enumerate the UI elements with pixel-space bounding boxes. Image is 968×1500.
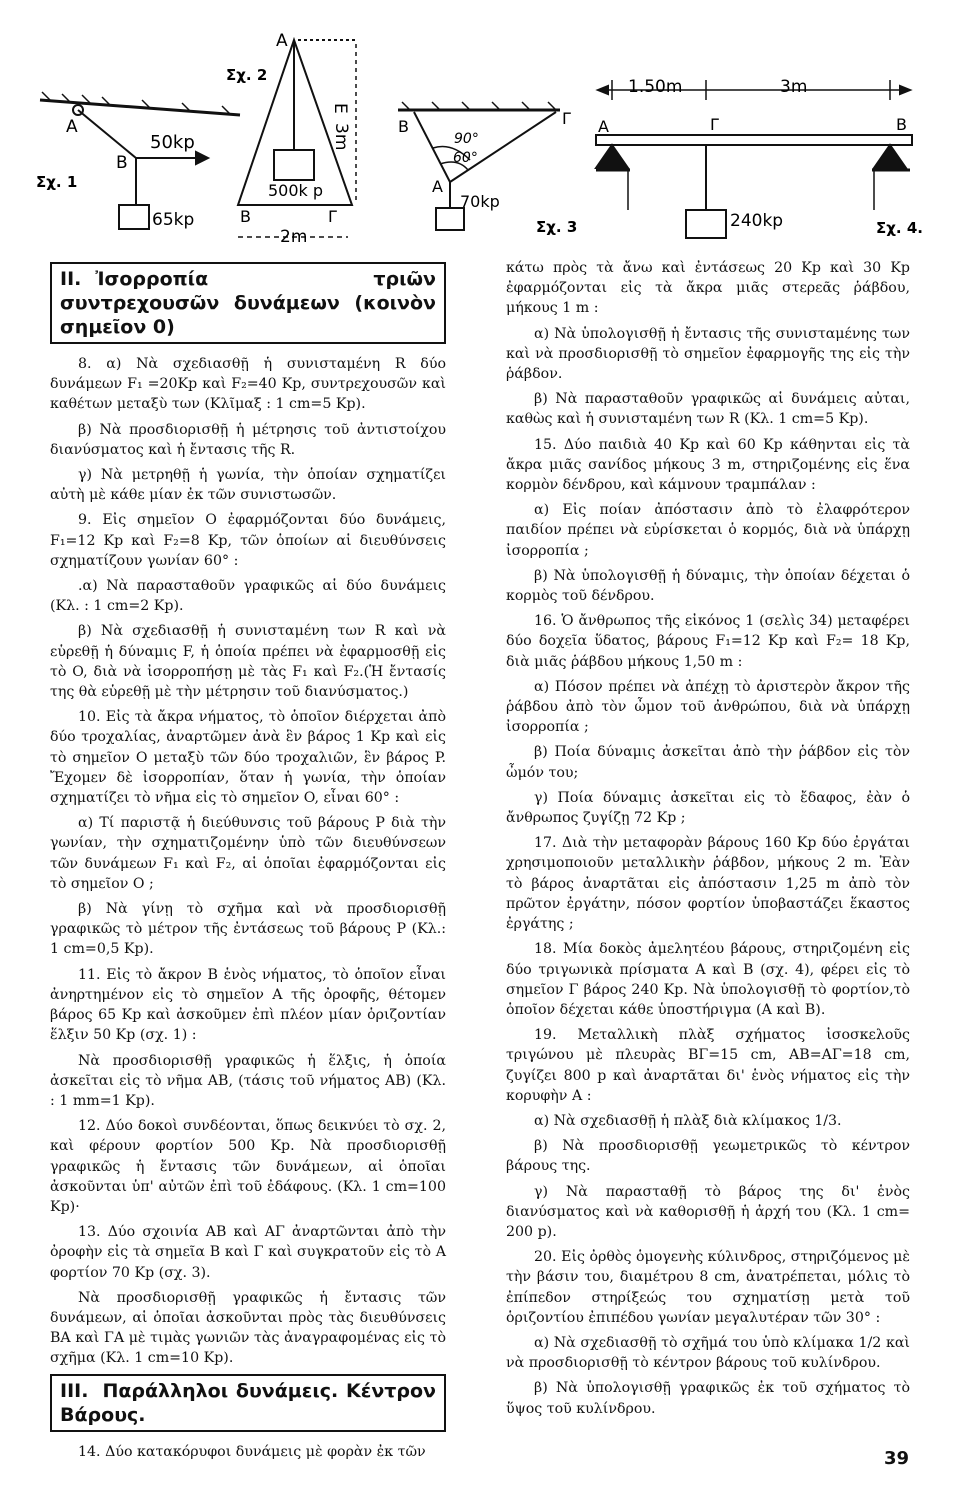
fig2-left: B [240, 207, 251, 226]
problem-16a: α) Πόσον πρέπει νὰ ἀπέχῃ τὸ ἀριστερὸν ἄκρον τῆς ῥάβδου ἀπὸ τὸν ὦμον τοῦ ἀνθρώπου, διὰ νὰ ὑπάρχῃ ἰσορροπία ; [506, 678, 910, 736]
figures-strip [0, 0, 968, 250]
problem-9b: β) Νὰ σχεδιασθῇ ἡ συνισταμένη των R καὶ νὰ εὑρεθῇ ἡ δύναμις F, ἡ ὁποία πρέπει νὰ ἐφαρμοσθῇ εἰς τὸ O, διὰ νὰ ἰσορροπήσῃ μὲ τὰς F₁ καὶ F₂.(Ἡ ἔντασίς της θὰ εὑρεθῇ μὲ τὴν μέτρησιν τοῦ διανύσματος.) [50, 623, 446, 701]
problem-16c: γ) Ποία δύναμις ἀσκεῖται εἰς τὸ ἔδαφος, ἐὰν ὁ ἄνθρωπος ζυγίζῃ 72 Kp ; [506, 789, 910, 827]
problem-14: 14. Δύο κατακόρυφοι δυνάμεις μὲ φορὰν ἐκ τῶν [78, 1443, 426, 1460]
problem-15a: α) Εἰς ποίαν ἀπόστασιν ἀπὸ τὸ ἐλαφρότερον παιδίον πρέπει νὰ εὑρίσκεται ὁ κορμός, διὰ νὰ ὑπάρχῃ ἰσορροπία ; [506, 502, 910, 559]
fig1-point-a: A [66, 117, 78, 137]
problem-13: 13. Δύο σχοινία AB καὶ AΓ ἀναρτῶνται ἀπὸ τὴν ὀροφὴν εἰς τὰ σημεῖα B καὶ Γ καὶ συγκρατοῦν εἰς τὸ A φορτίον 70 Kp (σχ. 3). [50, 1224, 446, 1281]
problem-10: 10. Εἰς τὰ ἄκρα νήματος, τὸ ὁποῖον διέρχεται ἀπὸ δύο τροχαλίας, ἀναρτῶμεν ἀνὰ ἓν βάρος 1 Kp καὶ εἰς τὸ σημεῖον O μεταξὺ τῶν δύο τροχαλιῶν, ἓν βάρος P. Ἔχομεν δὲ ἰσορροπίαν, ὅταν ἡ γωνία, τὴν ὁποίαν σχηματίζει τὸ νῆμα εἰς τὸ σημεῖον O, εἶναι 60° : [50, 709, 446, 807]
problem-18: 18. Μία δοκὸς ἀμελητέου βάρους, στηριζομένη εἰς δύο τριγωνικὰ πρίσματα A καὶ B (σχ. 4), φέρει εἰς τὸ σημεῖον Γ βάρος 240 Kp. Νὰ ὑπολογισθῇ τὸ φορτίον,τὸ ὁποῖον δέχεται κάθε ὑποστήριγμα (A καὶ B). [506, 941, 910, 1018]
section-3-number: III. [60, 1379, 89, 1402]
section-3-title: Παράλληλοι δυνάμεις. Κέντρον Βάρους. [60, 1379, 436, 1426]
left-column [50, 258, 446, 1467]
problem-16: 16. Ὁ ἄνθρωπος τῆς εἰκόνος 1 (σελὶς 34) μεταφέρει δύο δοχεῖα ὕδατος, βάρους F₁=12 Kp καὶ F₂= 18 Kp, διὰ μιᾶς ῥάβδου μήκους 1,50 m : [506, 613, 910, 670]
fig4-right: B [896, 115, 907, 134]
fig4-caption: Σχ. 4. [876, 219, 923, 237]
fig2-right: Γ [328, 207, 337, 226]
problem-14b: β) Νὰ παρασταθοῦν γραφικῶς αἱ δυνάμεις αὐται, καθὼς καὶ ἡ συνισταμένη των R (Κλ. 1 cm=5 Kp). [506, 391, 910, 428]
page-number: 39 [884, 1448, 910, 1469]
problem-15b: β) Νὰ ὑπολογισθῇ ἡ δύναμις, τὴν ὁποίαν δέχεται ὁ κορμὸς τοῦ δένδρου. [506, 567, 910, 605]
fig3-right: Γ [562, 109, 571, 128]
problem-14a: α) Νὰ ὑπολογισθῇ ἡ ἔντασις τῆς συνισταμένης των καὶ νὰ προσδιορισθῇ τὸ σημεῖον ἐφαρμογῆς της εἰς τὴν ῥάβδον. [506, 325, 910, 383]
fig1-point-b: B [116, 153, 128, 173]
problem-19c: γ) Νὰ παρασταθῇ τὸ βάρος της δι' ἑνὸς διανύσματος καὶ νὰ καθορισθῇ ἡ ἀρχή του (Κλ. 1 cm= 200 p). [506, 1183, 910, 1240]
problem-9a: .α) Νὰ παρασταθοῦν γραφικῶς αἱ δύο δυνάμεις (Κλ. : 1 cm=2 Kp). [50, 578, 446, 615]
fig1-caption: Σχ. 1 [36, 173, 78, 191]
fig2-caption: Σχ. 2 [226, 66, 268, 84]
fig3-caption: Σχ. 3 [536, 218, 578, 236]
fig3-angle2: 60° [453, 150, 478, 166]
problem-15: 15. Δύο παιδιὰ 40 Kp καὶ 60 Kp κάθηνται εἰς τὰ ἄκρα μιᾶς σανίδος μήκους 3 m, στηριζομένης εἰς ἕνα κορμὸν δένδρου, καὶ κάμνουν τραμπάλαν : [506, 436, 910, 494]
problem-20b: β) Νὰ ὑπολογισθῇ γραφικῶς ἐκ τοῦ σχήματος τὸ ὕψος τοῦ κυλίνδρου. [506, 1380, 910, 1417]
problem-12: 12. Δύο δοκοὶ συνδέονται, ὅπως δεικνύει τὸ σχ. 2, καὶ φέρουν φορτίον 500 Kp. Νὰ προσδιορισθῇ γραφικῶς ἡ ἔντασις τῶν δυνάμεων, αἱ ὁποῖαι ἀσκοῦνται ὑπ' αὐτῶν ἐπὶ τοῦ ἐδάφους. (Κλ. 1 cm=100 Kp)· [50, 1118, 446, 1215]
fig2-base-label: 2m [280, 227, 308, 247]
section-2-title: Ἰσορροπία τριῶν συντρεχουσῶν δυνάμεων (κοινὸν σημεῖον 0) [60, 268, 436, 338]
problem-8c: γ) Νὰ μετρηθῇ ἡ γωνία, τὴν ὁποίαν σχηματίζει αὐτὴ μὲ κάθε μίαν ἐκ τῶν συνιστωσῶν. [50, 467, 446, 504]
problem-16b: β) Ποία δύναμις ἀσκεῖται ἀπὸ τὴν ῥάβδον εἰς τὸν ὦμόν του; [506, 744, 910, 781]
problem-11b: Νὰ προσδιορισθῇ γραφικῶς ἡ ἕλξις, ἡ ὁποία ἀσκεῖται εἰς τὸ νῆμα AB, (τάσις τοῦ νήματος AB) (Κλ. : 1 mm=1 Kp). [50, 1052, 446, 1109]
problem-9: 9. Εἰς σημεῖον O ἐφαρμόζονται δύο δυνάμεις, F₁=12 Kp καὶ F₂=8 Kp, τῶν ὁποίων αἱ διευθύνσεις σχηματίζουν γωνίαν 60° : [50, 512, 446, 569]
fig3-left: B [398, 117, 409, 136]
figure-1 [40, 92, 240, 229]
fig2-apex: A [276, 31, 288, 51]
problem-20: 20. Εἰς ὀρθὸς ὁμογενὴς κύλινδρος, στηριζόμενος μὲ τὴν βάσιν του, διαμέτρου 8 cm, ἀνατρέπεται, μόλις τὸ ἐπίπεδον στηρίξεώς του σχηματίσῃ μετὰ τοῦ ὁριζοντίου ἐπιπέδου γωνίαν μεγαλυτέραν τῶν 30° : [506, 1249, 910, 1326]
problem-19a: α) Νὰ σχεδιασθῇ ἡ πλὰξ διὰ κλίμακος 1/3. [534, 1112, 842, 1129]
fig4-dim1: 1.50m [628, 77, 683, 97]
section-2-number: II. [60, 268, 82, 290]
fig3-weight-label: 70kp [460, 192, 500, 211]
right-column [506, 258, 910, 1424]
fig2-weight-label: 500k p [268, 181, 324, 200]
fig1-force-label: 50kp [150, 132, 195, 153]
section-3-heading [50, 1374, 446, 1432]
fig2-height-label: 3m [331, 123, 351, 151]
problem-10b: β) Νὰ γίνῃ τὸ σχῆμα καὶ νὰ προσδιορισθῇ γραφικῶς τὸ μέτρον τῆς ἐντάσεως τοῦ βάρους P (Κλ.: 1 cm=0,5 Kp). [50, 901, 446, 958]
problem-14-continued: κάτω πρὸς τὰ ἄνω καὶ ἐντάσεως 20 Kp καὶ 30 Kp ἐφαρμόζονται εἰς τὰ ἄκρα μιᾶς στερεᾶς ῥάβδου, μήκους 1 m : [506, 260, 910, 317]
problem-11: 11. Εἰς τὸ ἄκρον B ἑνὸς νήματος, τὸ ὁποῖον εἶναι ἀνηρτημένον εἰς τὸ σημεῖον A τῆς ὀροφῆς, θέτομεν βάρος 65 Kp καὶ ἀσκοῦμεν ἐπὶ πλέον μίαν ὁριζοντίαν ἕλξιν 50 Kp (σχ. 1) : [50, 966, 446, 1044]
fig3-angle1: 90° [454, 131, 479, 147]
problem-19: 19. Μεταλλικὴ πλὰξ σχήματος ἰσοσκελοῦς τριγώνου μὲ πλευρὰς BΓ=15 cm, AB=AΓ=18 cm, ζυγίζει 800 p καὶ ἀναρτᾶται δι' ἑνὸς νήματος εἰς τὴν κορυφὴν A : [506, 1027, 910, 1104]
fig4-dim2: 3m [780, 77, 808, 97]
problem-17: 17. Διὰ τὴν μεταφορὰν βάρους 160 Kp δύο ἐργάται χρησιμοποιοῦν μεταλλικὴν ῥάβδον, μήκους 2 m. Ἐὰν τὸ βάρος ἀναρτᾶται εἰς ἀπόστασιν 1,25 m ἀπὸ τὸν πρῶτον ἐργάτην, πόσον φορτίον ὑποβαστάζει ἕκαστος ἐργάτης ; [506, 835, 910, 933]
problem-13b: Νὰ προσδιορισθῇ γραφικῶς ἡ ἔντασις τῶν δυνάμεων, αἱ ὁποῖαι ἀσκοῦνται πρὸς τὰς διευθύνσεις BA καὶ ΓA μὲ τιμὰς γωνιῶν τὰς ἀναγραφομένας εἰς τὸ σχῆμα (Κλ. 1 cm=10 Kp). [50, 1289, 446, 1367]
fig4-weight-label: 240kp [730, 211, 784, 231]
problem-8a: 8. α) Νὰ σχεδιασθῇ ἡ συνισταμένη R δύο δυνάμεων F₁ =20Kp καὶ F₂=40 Kp, συντρεχουσῶν καὶ καθέτων μεταξὺ των (Κλῖμαξ : 1 cm=5 Kp). [50, 356, 446, 413]
fig1-weight-label: 65kp [152, 210, 195, 230]
problem-20a: α) Νὰ σχεδιασθῇ τὸ σχῆμά του ὑπὸ κλίμακα 1/2 καὶ νὰ προσδιορισθῇ τὸ κέντρον βάρους τοῦ κυλίνδρου. [506, 1334, 910, 1372]
fig4-left: A [598, 117, 609, 136]
problem-10a: α) Τί παριστᾷ ἡ διεύθυνσις τοῦ βάρους P διὰ τὴν γωνίαν, τὴν σχηματιζομένην ὑπὸ τῶν διευθύνσεων τῶν δυνάμεων F₁ καὶ F₂, αἱ ὁποῖαι ἐφαρμόζονται εἰς τὸ σημεῖον O ; [50, 815, 446, 892]
fig2-height-top: E [330, 103, 350, 114]
problem-8b: β) Νὰ προσδιορισθῇ ἡ μέτρησις τοῦ ἀντιστοίχου διανύσματος καὶ ἡ ἔντασις τῆς R. [50, 421, 446, 458]
fig4-middle: Γ [710, 115, 719, 134]
problem-19b: β) Νὰ προσδιορισθῇ γεωμετρικῶς τὸ κέντρον βάρους της. [506, 1138, 910, 1175]
fig3-node: A [432, 177, 443, 196]
section-2-heading [50, 262, 446, 344]
